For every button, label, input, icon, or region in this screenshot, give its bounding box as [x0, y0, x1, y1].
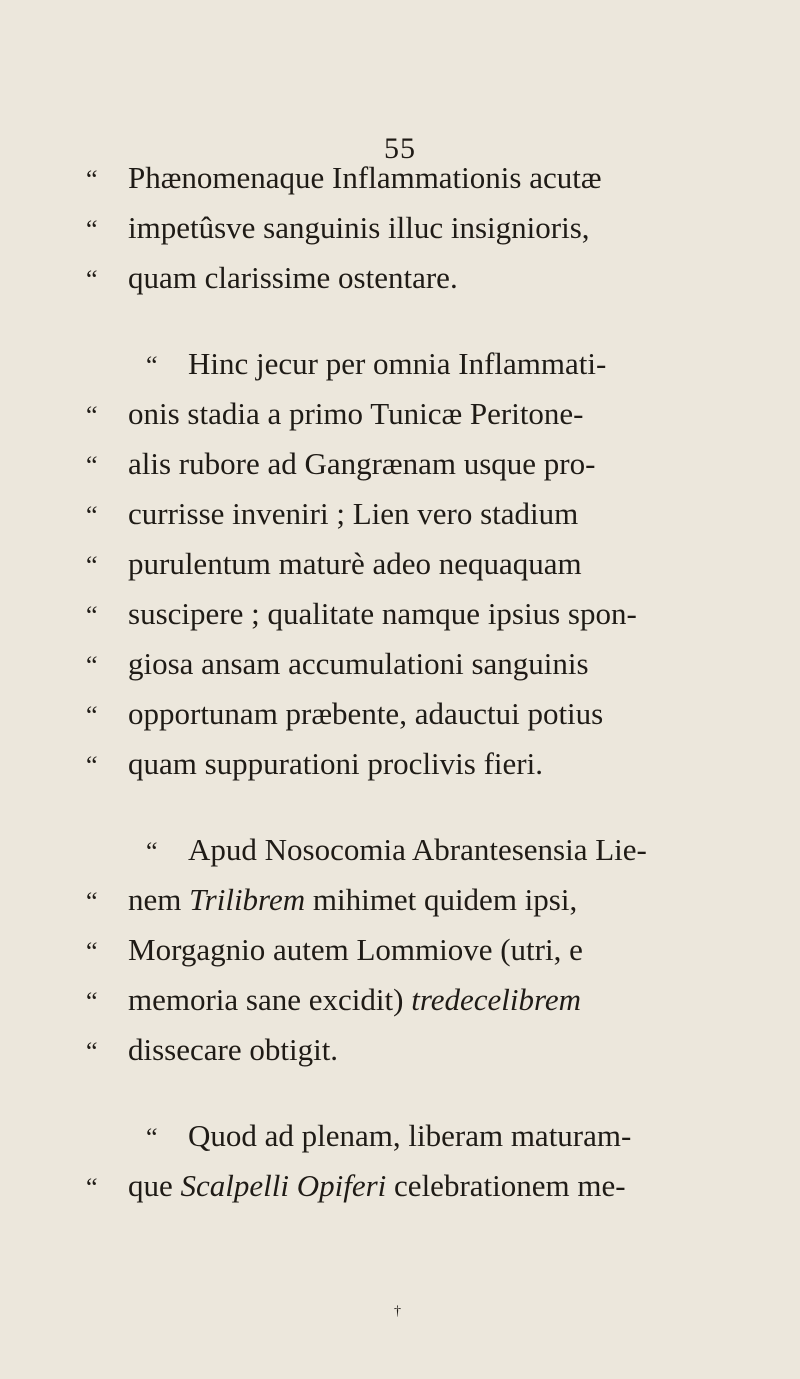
text-line [86, 210, 746, 260]
line-text: suscipere ; qualitate namque ipsius spon- [128, 596, 637, 631]
text-line [86, 596, 746, 646]
text-line [86, 346, 746, 396]
line-text: Hinc jecur per omnia Inflammati- [188, 346, 607, 381]
italic-term: tredecelibrem [411, 982, 582, 1017]
italic-term: Scalpelli Opiferi [180, 1168, 387, 1203]
quote-mark: “ [86, 701, 98, 730]
text-line [86, 1032, 746, 1082]
text-line [86, 932, 746, 982]
text-line [86, 496, 746, 546]
paragraph-2 [86, 346, 746, 796]
line-text: Phænomenaque Inflammationis acutæ [128, 160, 602, 195]
quote-mark: “ [146, 1123, 158, 1152]
quote-mark: “ [86, 987, 98, 1016]
text-line [86, 160, 746, 210]
line-text: alis rubore ad Gangrænam usque pro- [128, 446, 596, 481]
text-line [86, 696, 746, 746]
page-number: 55 [384, 132, 416, 165]
line-text: memoria sane excidit) tredecelibrem [128, 982, 582, 1017]
quote-mark: “ [86, 401, 98, 430]
text-line [86, 446, 746, 496]
quote-mark: “ [146, 351, 158, 380]
signature-mark: † [394, 1304, 401, 1319]
quote-mark: “ [86, 651, 98, 680]
line-text: giosa ansam accumulationi sanguinis [128, 646, 589, 681]
quote-mark: “ [86, 937, 98, 966]
text-line [86, 832, 746, 882]
text-line [86, 396, 746, 446]
quote-mark: “ [86, 265, 98, 294]
quote-mark: “ [86, 501, 98, 530]
line-text: quam clarissime ostentare. [128, 260, 458, 295]
quote-mark: “ [146, 837, 158, 866]
line-text: onis stadia a primo Tunicæ Peritone- [128, 396, 584, 431]
line-text: Morgagnio autem Lommiove (utri, e [128, 932, 583, 967]
quote-mark: “ [86, 601, 98, 630]
paragraph-1 [86, 160, 746, 310]
quote-mark: “ [86, 887, 98, 916]
line-text: Quod ad plenam, liberam maturam- [188, 1118, 632, 1153]
line-text: quam suppurationi proclivis fieri. [128, 746, 543, 781]
quote-mark: “ [86, 451, 98, 480]
text-line [86, 746, 746, 796]
quote-mark: “ [86, 751, 98, 780]
line-text: impetûsve sanguinis illuc insignioris, [128, 210, 590, 245]
italic-term: Trilibrem [189, 882, 306, 917]
text-line [86, 1168, 746, 1218]
quote-mark: “ [86, 1037, 98, 1066]
line-text: dissecare obtigit. [128, 1032, 339, 1067]
text-line [86, 982, 746, 1032]
text-line [86, 882, 746, 932]
quote-mark: “ [86, 165, 98, 194]
line-text: nem Trilibrem mihimet quidem ipsi, [128, 882, 578, 917]
line-text: opportunam præbente, adauctui potius [128, 696, 604, 731]
quote-mark: “ [86, 551, 98, 580]
quote-mark: “ [86, 215, 98, 244]
paragraph-3 [86, 832, 746, 1082]
text-line [86, 546, 746, 596]
text-line [86, 1118, 746, 1168]
quote-mark: “ [86, 1173, 98, 1202]
line-text: que Scalpelli Opiferi celebrationem me- [128, 1168, 626, 1203]
line-text: purulentum maturè adeo nequaquam [128, 546, 582, 581]
text-line [86, 260, 746, 310]
body-text [86, 160, 746, 1254]
paragraph-4 [86, 1118, 746, 1218]
line-text: Apud Nosocomia Abrantesensia Lie- [188, 832, 647, 867]
text-line [86, 646, 746, 696]
line-text: currisse inveniri ; Lien vero stadium [128, 496, 579, 531]
